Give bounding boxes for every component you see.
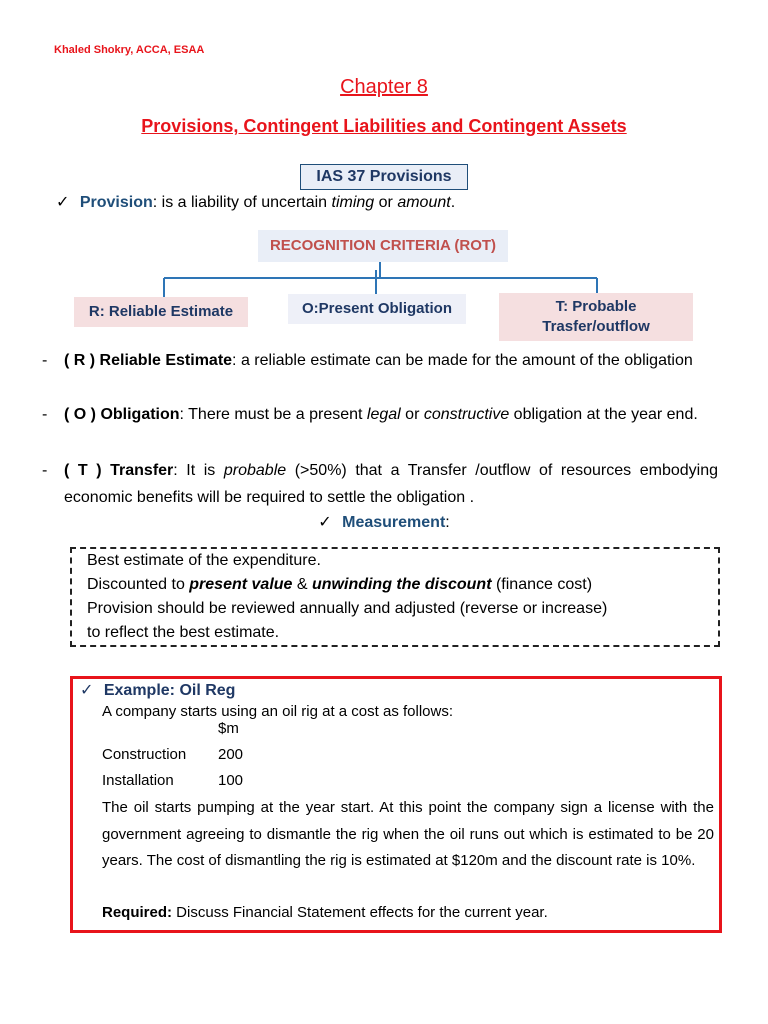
checkmark-icon: ✓ [318, 512, 332, 531]
measure-line-1: Best estimate of the expenditure. [87, 552, 321, 569]
measure-text: Discounted to [87, 576, 190, 593]
point-text: obligation at the year end. [509, 406, 698, 423]
provision-or: or [374, 194, 398, 211]
measure-line-3: Provision should be reviewed annually and adjusted (reverse or increase) [87, 600, 608, 617]
timing-word: timing [331, 194, 375, 211]
node-t-line2: Trasfer/outflow [542, 318, 650, 335]
bullet-dash: - [42, 406, 48, 423]
point-obligation [42, 401, 718, 428]
point-heading: ( O ) Obligation [64, 406, 180, 423]
recognition-criteria-box: RECOGNITION CRITERIA (ROT) [258, 230, 508, 262]
measure-line-4: to reflect the best estimate. [87, 624, 280, 641]
row-label-installation: Installation [102, 772, 174, 789]
point-text: or [400, 406, 424, 423]
measurement-label: Measurement [342, 514, 446, 531]
row-value-installation: 100 [218, 772, 244, 789]
row-value-construction: 200 [218, 746, 244, 763]
example-intro: A company starts using an oil rig at a cost as follows: [102, 703, 453, 720]
row-label-construction: Construction [102, 746, 187, 763]
provision-period: . [450, 194, 456, 211]
ias-37-box: IAS 37 Provisions [300, 164, 468, 190]
checkmark-icon: ✓ [56, 192, 70, 211]
measure-line-2 [87, 576, 592, 594]
measure-text: & [292, 576, 312, 593]
measure-text: (finance cost) [491, 576, 593, 593]
required-label: Required: [102, 904, 173, 921]
criteria-node-reliable-estimate: R: Reliable Estimate [74, 297, 248, 327]
criteria-node-probable-transfer [499, 293, 693, 341]
author-name: Khaled Shokry, ACCA, ESAA [54, 44, 205, 56]
legal-word: legal [366, 406, 401, 423]
point-text: : There must be a present [179, 406, 367, 423]
criteria-connector-lines [0, 0, 768, 340]
point-transfer [42, 457, 718, 511]
bullet-dash: - [42, 462, 48, 479]
required-text: Discuss Financial Statement effects for the current year. [172, 904, 548, 921]
point-reliable-estimate [42, 347, 718, 374]
constructive-word: constructive [423, 406, 510, 423]
example-title [80, 680, 235, 700]
measurement-heading [0, 512, 768, 532]
example-title-text: Example: Oil Reg [103, 682, 236, 699]
provision-text: : is a liability of uncertain [152, 194, 332, 211]
chapter-subtitle: Provisions, Contingent Liabilities and Contingent Assets [141, 116, 627, 136]
unwinding-term: unwinding the discount [312, 576, 492, 593]
measurement-colon: : [445, 514, 450, 531]
probable-word: probable [223, 462, 287, 479]
present-value-term: present value [189, 576, 293, 593]
point-heading: ( R ) Reliable Estimate [64, 352, 233, 369]
criteria-node-present-obligation: O:Present Obligation [288, 294, 466, 324]
bullet-dash: - [42, 352, 48, 369]
point-heading: ( T ) Transfer [64, 462, 174, 479]
node-t-line1: T: Probable [555, 298, 637, 315]
point-text: : a reliable estimate can be made for the amount of the obligation [232, 352, 693, 369]
chapter-heading: Chapter 8 [340, 76, 428, 98]
example-required [102, 904, 548, 921]
point-text: (>50%) that a Transfer /outflow of resources embodying economic benefits will be required to settle the obligation . [64, 462, 718, 506]
provision-term: Provision [79, 194, 153, 211]
amount-word: amount [397, 194, 451, 211]
example-body: The oil starts pumping at the year start. At this point the company sign a license with the government agreeing to dismantle the rig when the oil runs out which is estimated to be 20 years. The cost of dismantling the rig is estimated at $120m and the discount rate is 10%. [102, 799, 714, 869]
checkmark-icon: ✓ [80, 680, 94, 699]
unit-label: $m [218, 720, 239, 737]
point-text: : It is [173, 462, 224, 479]
